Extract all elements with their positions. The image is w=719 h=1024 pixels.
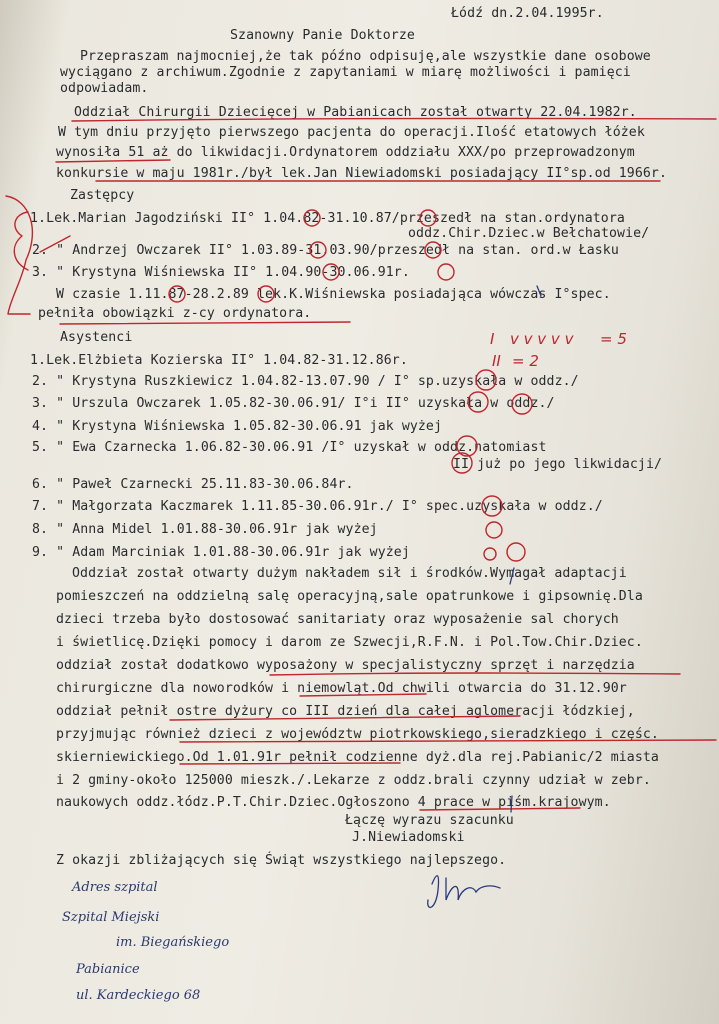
assistants-heading: Asystenci — [60, 330, 133, 345]
acting-line: W czasie 1.11.87-28.2.89 lek.K.Wiśniewska posiadająca wówczas I°spec. — [56, 287, 611, 302]
body-line: oddział został dodatkowo wyposażony w specjalistyczny sprzęt i narzędzia — [56, 658, 635, 673]
assistant-row: 3. " Urszula Owczarek 1.05.82-30.06.91/ I°i II° uzyskała w oddz./ — [32, 396, 555, 411]
body-line: przyjmując również dzieci z województw piotrkowskiego,sieradzkiego i częśc. — [56, 727, 659, 742]
body-line: oddział pełnił ostre dyżury co III dzień dla całej aglomeracji łódzkiej, — [56, 704, 635, 719]
history-line: W tym dniu przyjęto pierwszego pacjenta do operacji.Ilość etatowych łóżek — [58, 125, 645, 140]
handwritten-address-line: Szpital Miejski — [62, 910, 160, 925]
body-line: i 2 gminy-około 125000 mieszk./.Lekarze z oddz.brali czynny udział w zebr. — [56, 773, 651, 788]
red-bracket — [6, 196, 32, 314]
deputy-row: 3. " Krystyna Wiśniewska II° 1.04.90-30.06.91r. — [32, 265, 410, 280]
signature-scribble — [428, 876, 500, 908]
tally-annotation: I — [490, 330, 495, 348]
closing-regards: Łączę wyrazu szacunku — [345, 813, 514, 828]
body-line: skierniewickiego.Od 1.01.91r pełnił codzienne dyż.dla rej.Pabianic/2 miasta — [56, 750, 659, 765]
history-line: konkursie w maju 1981r./był lek.Jan Niewiadomski posiadający II°sp.od 1966r. — [56, 166, 668, 181]
deputy-row: oddz.Chir.Dziec.w Bełchatowie/ — [408, 226, 650, 241]
tally-annotation: v v v v v — [510, 330, 574, 348]
assistant-row: 7. " Małgorzata Kaczmarek 1.11.85-30.06.91r./ I° spec.uzyskała w oddz./ — [32, 499, 603, 514]
red-circle — [507, 543, 525, 561]
body-line: pomieszczeń na oddzielną salę operacyjną,sale opatrunkowe i gipsownię.Dla — [56, 589, 643, 604]
intro-line: wyciągano z archiwum.Zgodnie z zapytaniami w miarę możliwości i pamięci — [60, 65, 631, 80]
salutation: Szanowny Panie Doktorze — [230, 28, 415, 43]
handwritten-address-line: im. Biegańskiego — [116, 935, 230, 950]
tally-annotation: II — [492, 352, 501, 370]
body-line: dzieci trzeba było dostosować sanitariaty oraz wyposażenie sal chorych — [56, 612, 619, 627]
red-circle — [486, 522, 502, 538]
history-line: Oddział Chirurgii Dziecięcej w Pabianicach został otwarty 22.04.1982r. — [74, 105, 637, 120]
deputy-row: 2. " Andrzej Owczarek II° 1.03.89-31.03.90/przeszedł na stan. ord.w Łasku — [32, 243, 619, 258]
assistant-row: II już po jego likwidacji/ — [453, 457, 663, 472]
handwritten-address-line: Adres szpital — [72, 880, 158, 895]
tally-annotation: = 2 — [512, 352, 539, 370]
red-circle — [484, 548, 496, 560]
intro-line: Przepraszam najmocniej,że tak późno odpisuję,ale wszystkie dane osobowe — [80, 49, 651, 64]
deputies-heading: Zastępcy — [70, 188, 135, 203]
intro-line: odpowiadam. — [60, 81, 149, 96]
acting-line: pełniła obowiązki z-cy ordynatora. — [38, 306, 312, 321]
assistant-row: 1.Lek.Elżbieta Kozierska II° 1.04.82-31.12.86r. — [30, 353, 408, 368]
assistant-row: 6. " Paweł Czarnecki 25.11.83-30.06.84r. — [32, 477, 354, 492]
assistant-row: 5. " Ewa Czarnecka 1.06.82-30.06.91 /I° uzyskał w oddz.natomiast — [32, 440, 547, 455]
body-line: i świetlicę.Dzięki pomocy i darom ze Szwecji,R.F.N. i Pol.Tow.Chir.Dziec. — [56, 635, 643, 650]
tally-annotation: = 5 — [600, 330, 627, 348]
red-underline — [60, 322, 350, 324]
assistant-row: 8. " Anna Midel 1.01.88-30.06.91r jak wyżej — [32, 522, 378, 537]
body-line: naukowych oddz.łódz.P.T.Chir.Dziec.Ogłoszono 4 prace w piśm.krajowym. — [56, 795, 611, 810]
red-circle — [438, 264, 454, 280]
closing-name: J.Niewiadomski — [352, 830, 465, 845]
deputy-row: 1.Lek.Marian Jagodziński II° 1.04.82-31.10.87/przeszedł na stan.ordynatora — [30, 211, 625, 226]
assistant-row: 2. " Krystyna Ruszkiewicz 1.04.82-13.07.90 / I° sp.uzyskała w oddz./ — [32, 374, 579, 389]
assistant-row: 9. " Adam Marciniak 1.01.88-30.06.91r jak wyżej — [32, 545, 410, 560]
history-line: wynosiła 51 aż do likwidacji.Ordynatorem oddziału XXX/po przeprowadzonym — [56, 145, 635, 160]
handwritten-address-line: ul. Kardeckiego 68 — [76, 988, 201, 1003]
holiday-wishes: Z okazji zbliżających się Świąt wszystkiego najlepszego. — [56, 853, 507, 868]
letter-date: Łódź dn.2.04.1995r. — [451, 6, 604, 21]
body-line: chirurgiczne dla noworodków i niemowląt.Od chwili otwarcia do 31.12.90r — [56, 681, 627, 696]
assistant-row: 4. " Krystyna Wiśniewska 1.05.82-30.06.91 jak wyżej — [32, 419, 443, 434]
red-bracket — [14, 212, 28, 270]
body-line: Oddział został otwarty dużym nakładem sił i środków.Wymagał adaptacji — [72, 566, 627, 581]
handwritten-address-line: Pabianice — [76, 962, 140, 977]
